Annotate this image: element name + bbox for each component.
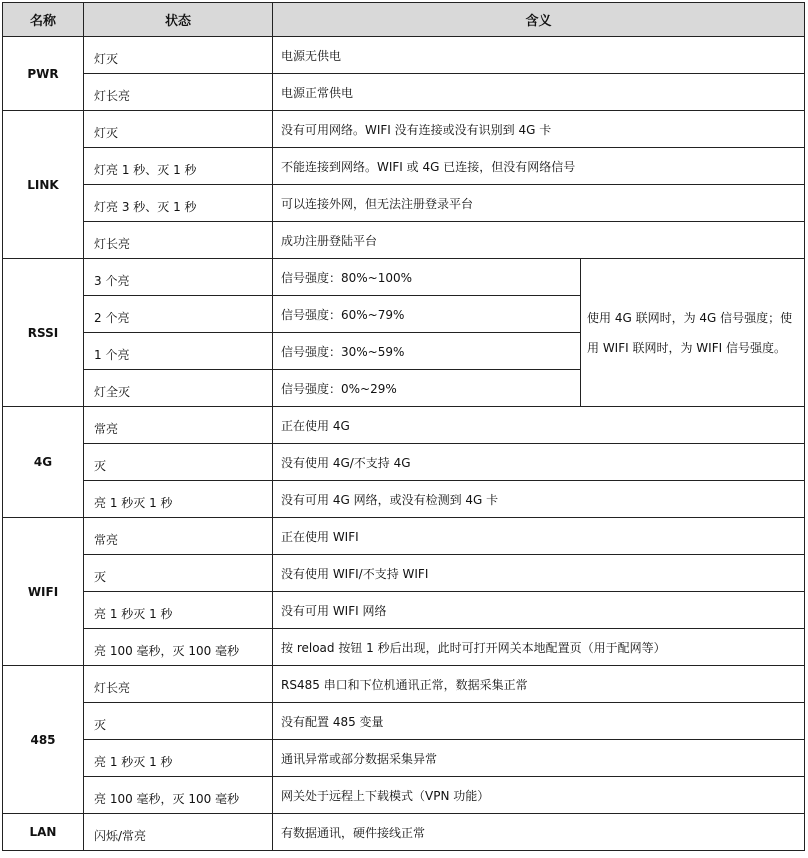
state-cell: 2 个亮 — [94, 311, 130, 325]
table-row — [3, 148, 805, 185]
state-cell: 常亮 — [94, 533, 119, 547]
led-status-table — [2, 2, 805, 851]
group-name-rssi: RSSI — [3, 259, 84, 407]
meaning-cell: 正在使用 WIFI — [281, 530, 359, 544]
group-name-wifi: WIFI — [3, 518, 84, 666]
table-row — [3, 740, 805, 777]
state-cell: 灯全灭 — [94, 385, 131, 399]
state-cell: 闪烁/常亮 — [94, 829, 147, 843]
state-cell: 亮 1 秒灭 1 秒 — [94, 607, 173, 621]
meaning-cell: 按 reload 按钮 1 秒后出现，此时可打开网关本地配置页（用于配网等） — [281, 641, 666, 655]
state-cell: 亮 1 秒灭 1 秒 — [94, 755, 173, 769]
meaning-cell: 网关处于远程上下载模式（VPN 功能） — [281, 789, 490, 803]
table-row — [3, 407, 805, 444]
table-row — [3, 259, 805, 296]
state-cell: 灯灭 — [94, 126, 119, 140]
group-name-link: LINK — [3, 111, 84, 259]
header-state: 状态 — [84, 3, 273, 37]
meaning-cell: 不能连接到网络。WIFI 或 4G 已连接，但没有网络信号 — [281, 160, 576, 174]
meaning-cell: 电源无供电 — [281, 49, 342, 63]
table-row — [3, 666, 805, 703]
meaning-cell: 正在使用 4G — [281, 419, 350, 433]
table-row — [3, 222, 805, 259]
meaning-cell: RS485 串口和下位机通讯正常，数据采集正常 — [281, 678, 528, 692]
group-name-lan: LAN — [3, 814, 84, 851]
meaning-cell: 信号强度：60%~79% — [281, 308, 405, 322]
state-cell: 灯亮 1 秒、灭 1 秒 — [94, 163, 197, 177]
table-row — [3, 703, 805, 740]
state-cell: 灯长亮 — [94, 89, 131, 103]
header-row — [3, 3, 805, 37]
table-row — [3, 629, 805, 666]
table-row — [3, 555, 805, 592]
meaning-cell: 有数据通讯，硬件接线正常 — [281, 826, 426, 840]
meaning-cell: 没有可用 4G 网络，或没有检测到 4G 卡 — [281, 493, 499, 507]
state-cell: 常亮 — [94, 422, 119, 436]
meaning-cell: 没有可用 WIFI 网络 — [281, 604, 387, 618]
table-row — [3, 74, 805, 111]
meaning-cell: 信号强度：80%~100% — [281, 271, 413, 285]
state-cell: 灯亮 3 秒、灭 1 秒 — [94, 200, 197, 214]
meaning-cell: 通讯异常或部分数据采集异常 — [281, 752, 438, 766]
header-name: 名称 — [3, 3, 84, 37]
state-cell: 亮 1 秒灭 1 秒 — [94, 496, 173, 510]
header-meaning: 含义 — [273, 3, 805, 37]
meaning-cell: 没有使用 WIFI/不支持 WIFI — [281, 567, 429, 581]
meaning-cell: 可以连接外网，但无法注册登录平台 — [281, 197, 474, 211]
table-row — [3, 481, 805, 518]
meaning-cell: 信号强度：0%~29% — [281, 382, 397, 396]
table-row — [3, 777, 805, 814]
meaning-cell: 没有使用 4G/不支持 4G — [281, 456, 411, 470]
meaning-cell: 成功注册登陆平台 — [281, 234, 378, 248]
state-cell: 灯灭 — [94, 52, 119, 66]
group-name-485: 485 — [3, 666, 84, 814]
group-name-pwr: PWR — [3, 37, 84, 111]
meaning-cell: 电源正常供电 — [281, 86, 354, 100]
state-cell: 灭 — [94, 459, 107, 473]
table-row — [3, 518, 805, 555]
state-cell: 1 个亮 — [94, 348, 130, 362]
table-row — [3, 814, 805, 851]
meaning-cell: 没有配置 485 变量 — [281, 715, 384, 729]
rssi-note: 使用 4G 联网时，为 4G 信号强度；使用 WIFI 联网时，为 WIFI 信号强度。 — [581, 259, 805, 407]
table-row — [3, 111, 805, 148]
table-row — [3, 592, 805, 629]
state-cell: 亮 100 毫秒，灭 100 毫秒 — [94, 792, 240, 806]
meaning-cell: 信号强度：30%~59% — [281, 345, 405, 359]
state-cell: 灯长亮 — [94, 681, 131, 695]
state-cell: 灭 — [94, 718, 107, 732]
table-row — [3, 185, 805, 222]
state-cell: 亮 100 毫秒，灭 100 毫秒 — [94, 644, 240, 658]
group-name-4g: 4G — [3, 407, 84, 518]
state-cell: 灯长亮 — [94, 237, 131, 251]
table-row — [3, 37, 805, 74]
table-row — [3, 444, 805, 481]
state-cell: 3 个亮 — [94, 274, 130, 288]
meaning-cell: 没有可用网络。WIFI 没有连接或没有识别到 4G 卡 — [281, 123, 552, 137]
state-cell: 灭 — [94, 570, 107, 584]
